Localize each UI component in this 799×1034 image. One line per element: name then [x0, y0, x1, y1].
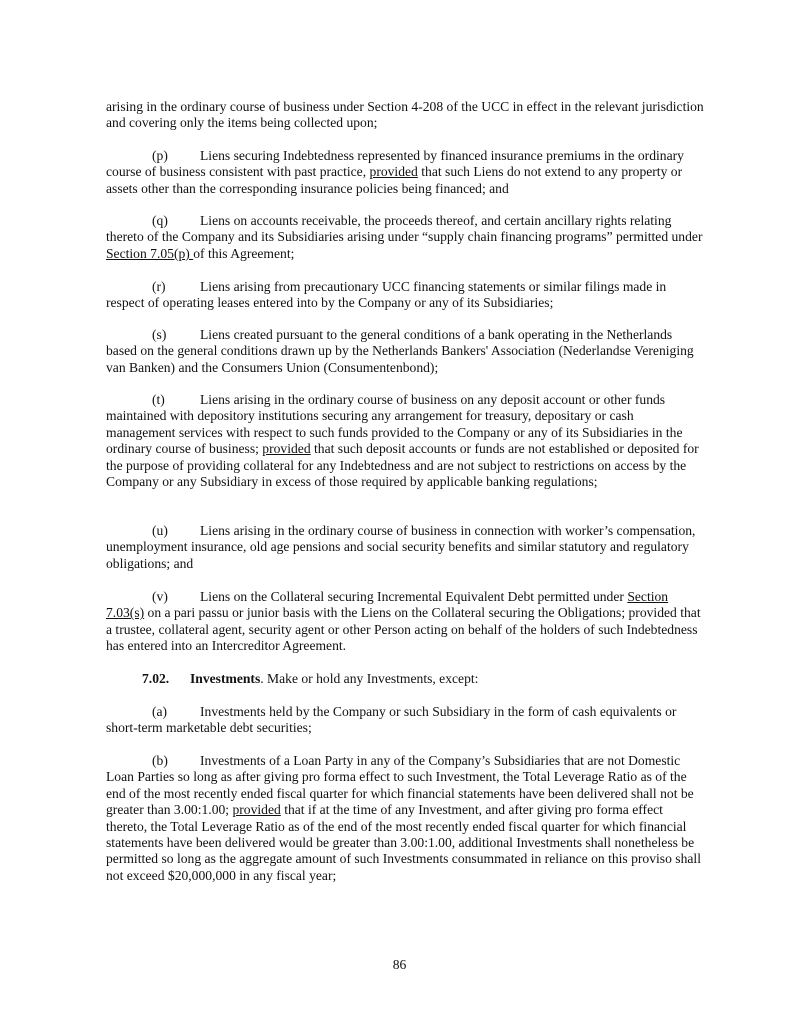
- clause-label: (q): [152, 213, 168, 228]
- paragraph-t: [106, 392, 706, 490]
- paragraph-b: [106, 753, 706, 884]
- paragraph-text: on a pari passu or junior basis with the Liens on the Collateral securing the Obligations; provided that a trustee, collateral agent, security agent or other Person acting on behalf of the holders of such Indebtedness has entered into an Intercreditor Agreement.: [106, 605, 701, 654]
- paragraph-text: Liens securing Indebtedness represented by financed insurance premiums in the ordinary course of business consistent with past practice,: [106, 148, 684, 180]
- section-reference: Section 7.05(p): [106, 245, 194, 261]
- paragraph-text: arising in the ordinary course of business under Section 4-208 of the UCC in effect in the relevant jurisdiction and covering only the items being collected upon;: [106, 99, 704, 131]
- provided-term: provided: [262, 441, 311, 457]
- paragraph-text: Investments of a Loan Party in any of the Company’s Subsidiaries that are not Domestic Loan Parties so long as after giving pro forma effect to such Investment, the Total Leverage Ratio as of the end of the most recently ended fiscal quarter for which financial statements have been delivered shall not be greater than 3.00:1.00;: [106, 753, 694, 818]
- clause-label: (t): [152, 392, 165, 407]
- paragraph-u: [106, 523, 706, 572]
- paragraph-text: Liens on the Collateral securing Incremental Equivalent Debt permitted under: [200, 589, 628, 604]
- paragraph-continuation: [106, 99, 706, 132]
- paragraph-v: [106, 589, 706, 655]
- paragraph-text: Liens created pursuant to the general conditions of a bank operating in the Netherlands based on the general conditions drawn up by the Netherlands Bankers' Association (Nederlandse Vereniging van Banken) and the Consumers Union (Consumentenbond);: [106, 327, 694, 375]
- paragraph-a: [106, 704, 706, 737]
- provided-term: provided: [369, 164, 418, 180]
- clause-label: (u): [152, 523, 168, 538]
- section-heading-7-02: [106, 671, 706, 687]
- paragraph-p: [106, 148, 706, 197]
- clause-label: (s): [152, 327, 167, 342]
- provided-term: provided: [232, 802, 281, 818]
- paragraph-text: Liens arising in the ordinary course of business in connection with worker’s compensation, unemployment insurance, old age pensions and social security benefits and similar statutory and regulatory obligations; and: [106, 523, 696, 571]
- section-reference: Section 7.03(s): [106, 589, 669, 621]
- clause-label: (b): [152, 753, 168, 768]
- paragraph-text: Liens on accounts receivable, the proceeds thereof, and certain ancillary rights relating thereto of the Company and its Subsidiaries arising under “supply chain financing programs” permitted under: [106, 213, 703, 245]
- paragraph-r: [106, 279, 706, 312]
- clause-label: (v): [152, 589, 168, 604]
- paragraph-text: Liens arising in the ordinary course of business on any deposit account or other funds maintained with depository institutions securing any arrangement for treasury, depositary or cash management services with respect to such funds provided to the Company or any of its Subsidiaries in the ordinary course of business;: [106, 392, 683, 457]
- paragraph-text: that such deposit accounts or funds are not established or deposited for the purpose of providing collateral for any Indebtedness and are not subject to restrictions on access by the Company or any Subsidiary in excess of those required by applicable banking regulations;: [106, 441, 699, 490]
- section-number: 7.02.: [142, 671, 170, 686]
- paragraph-text: that such Liens do not extend to any property or assets other than the corresponding insurance policies being financed; and: [106, 164, 683, 196]
- paragraph-q: [106, 213, 706, 262]
- paragraph-text: Investments held by the Company or such Subsidiary in the form of cash equivalents or short-term marketable debt securities;: [106, 704, 677, 736]
- clause-label: (p): [152, 148, 168, 163]
- section-title: Investments: [190, 671, 261, 686]
- paragraph-text: of this Agreement;: [193, 245, 295, 261]
- section-intro-text: . Make or hold any Investments, except:: [260, 671, 479, 686]
- clause-label: (r): [152, 279, 166, 294]
- page-number: 86: [392, 957, 407, 972]
- paragraph-s: [106, 327, 706, 376]
- paragraph-text: Liens arising from precautionary UCC financing statements or similar filings made in respect of operating leases entered into by the Company or any of its Subsidiaries;: [106, 279, 667, 311]
- clause-label: (a): [152, 704, 168, 719]
- paragraph-text: that if at the time of any Investment, and after giving pro forma effect thereto, the Total Leverage Ratio as of the end of the most recently ended fiscal quarter for which financial statements have been delivered would be greater than 3.00:1.00, additional Investments shall nonetheless be permitted so long as the aggregate amount of such Investments consummated in reliance on this proviso shall not exceed $20,000,000 in any fiscal year;: [106, 802, 701, 883]
